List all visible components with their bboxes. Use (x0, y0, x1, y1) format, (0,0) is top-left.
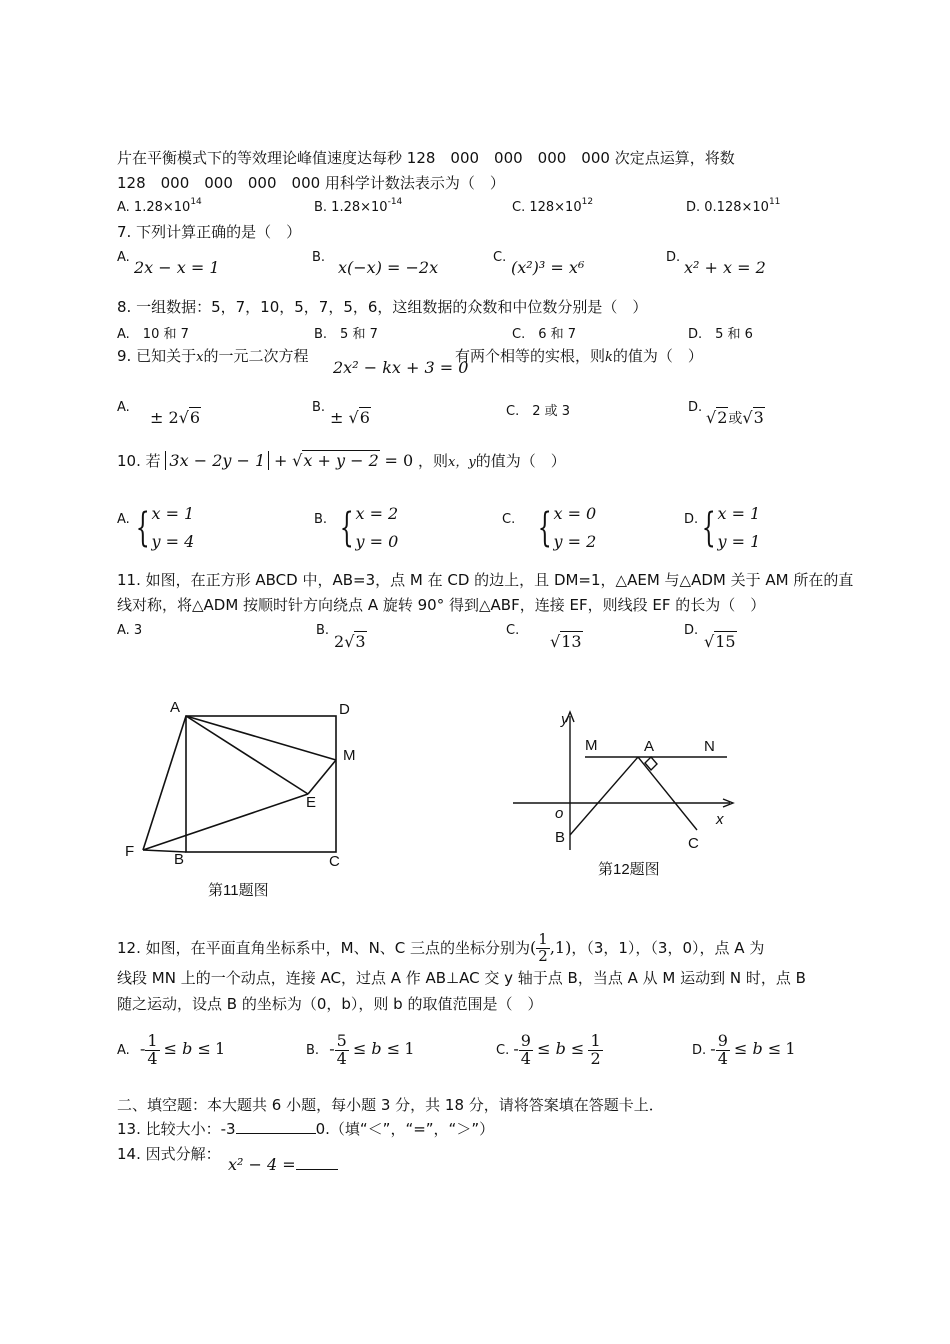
q11-option-d: √15 (704, 632, 736, 651)
fig11-label-a: A (170, 699, 181, 716)
fig12-label-c: C (688, 835, 699, 852)
q8-option-d: D. 5 和 6 (688, 327, 753, 342)
q10-option-a-label: A. (117, 512, 130, 527)
q10-stem: 10. 若 3x − 2y − 1 + √x + y − 2 = 0 ，则x，y的值为（ ） (117, 451, 566, 470)
segment-ac (638, 757, 697, 830)
segment-fe (143, 794, 308, 850)
fig12-label-n: N (704, 738, 715, 755)
q10-option-a: { x = 1 y = 4 (135, 504, 195, 551)
q7-option-b-label: B. (312, 250, 326, 265)
fig12-label-a: A (644, 738, 655, 755)
q11-option-a: A. 3 (117, 623, 143, 638)
q13-answer-blank[interactable] (236, 1119, 316, 1134)
q10-option-d-label: D. (684, 512, 699, 527)
q12-option-d: D. - $\frac{9}{4}$ ≤ b ≤ 1 (692, 1031, 796, 1068)
section2-heading: 二、填空题：本大题共 6 小题，每小题 3 分，共 18 分，请将答案填在答题卡上． (117, 1096, 664, 1114)
segment-em (308, 760, 336, 794)
q7-option-d: x² + x = 2 (684, 258, 766, 277)
q12-line2: 线段 MN 上的一个动点，连接 AC，过点 A 作 AB⊥AC 交 y 轴于点 B，当点 A 从 M 运动到 N 时，点 B (117, 969, 806, 987)
fig12-caption: 第12题图 (598, 861, 660, 878)
q6-option-d: D. $0.128\times 10^{11}$ (686, 197, 781, 215)
q10-option-b-label: B. (314, 512, 328, 527)
fig11-label-m: M (343, 747, 356, 764)
square-abcd (186, 716, 336, 852)
q9-stem-tail: 有两个相等的实根，则k的值为（ ） (455, 347, 703, 365)
fig11-label-d: D (339, 701, 350, 718)
q7-stem: 7. 下列计算正确的是（ ） (117, 223, 302, 241)
q9-equation: 2x² − kx + 3 = 0 (333, 358, 469, 377)
q10-option-d: { x = 1 y = 1 (701, 504, 761, 551)
q9-option-b: ± √6 (330, 408, 370, 427)
segment-ab (570, 757, 638, 835)
q7-option-d-label: D. (666, 250, 681, 265)
q9-option-a: ± 2√6 (150, 408, 201, 427)
q7-option-c: (x²)³ = x⁶ (511, 258, 585, 277)
q7-option-a-label: A. (117, 250, 130, 265)
q12-option-b: B. - $\frac{5}{4}$ ≤ b ≤ 1 (306, 1031, 415, 1068)
q9-stem: 9. 已知关于x的一元二次方程 (117, 347, 309, 365)
q14-label: 14. 因式分解： (117, 1145, 221, 1163)
q8-stem: 8. 一组数据：5，7，10，5，7，5，6，这组数据的众数和中位数分别是（ ） (117, 298, 648, 316)
q12-line1: 12. 如图，在平面直角坐标系中，M、N、C 三点的坐标分别为( $\frac{1}{2}$ ,1)，（3，1），（3，0），点 A 为 (117, 930, 765, 965)
fig11-label-f: F (125, 843, 135, 860)
q6-option-c: C. $128\times 10^{12}$ (512, 197, 594, 215)
q8-option-a: A. 10 和 7 (117, 327, 189, 342)
q7-option-a: 2x − x = 1 (134, 258, 220, 277)
figure-11 (110, 690, 390, 910)
q13: 13. 比较大小：-3 0.（填“＜”，“=”，“＞”） (117, 1120, 495, 1138)
q11-option-b-label: B. (316, 623, 330, 638)
segment-am (186, 716, 336, 760)
q6-option-b: B. $1.28\times 10^{-14}$ (314, 197, 403, 215)
q9-option-c: C. 2 或 3 (506, 404, 571, 419)
q9-option-a-label: A. (117, 400, 130, 415)
q12-option-a: A. - $\frac{1}{4}$ ≤ b ≤ 1 (117, 1031, 226, 1068)
q10-option-c-label: C. (502, 512, 516, 527)
fig11-label-b: B (174, 851, 185, 868)
q6-option-a: A. $1.28\times 10^{14}$ (117, 197, 202, 215)
fig12-axis-x: x (716, 811, 724, 828)
q11-line2: 线对称，将△ADM 按顺时针方向绕点 A 旋转 90° 得到△ABF，连接 EF，则线段 EF 的长为（ ） (117, 596, 766, 614)
q11-option-c-label: C. (506, 623, 520, 638)
q14: x² − 4 = (228, 1155, 338, 1174)
q7-option-b: x(−x) = −2x (338, 258, 439, 277)
q11-option-c: √13 (550, 632, 582, 651)
figure-12 (505, 700, 745, 890)
q8-option-c: C. 6 和 7 (512, 327, 577, 342)
q9-option-b-label: B. (312, 400, 326, 415)
q14-answer-blank[interactable] (296, 1155, 338, 1170)
q9-option-d-label: D. (688, 400, 703, 415)
q12-option-c: C. - $\frac{9}{4}$ ≤ b ≤ $\frac{1}{2}$ (496, 1031, 601, 1068)
fig12-origin: o (555, 805, 564, 822)
q9-option-d: √2或√3 (706, 408, 764, 427)
q11-line1: 11. 如图，在正方形 ABCD 中，AB=3，点 M 在 CD 的边上，且 DM=1，△AEM 与△ADM 关于 AM 所在的直 (117, 571, 854, 589)
fig11-label-e: E (306, 794, 317, 811)
q6-line2: 128 000 000 000 000 用科学计数法表示为（ ） (117, 174, 505, 192)
q8-option-b: B. 5 和 7 (314, 327, 378, 342)
segment-af (143, 716, 186, 850)
fig12-label-m: M (585, 737, 598, 754)
q6-line1: 片在平衡模式下的等效理论峰值速度达每秒 128 000 000 000 000 次定点运算，将数 (117, 149, 735, 167)
segment-ae (186, 716, 308, 794)
fig12-label-b: B (555, 829, 566, 846)
fig11-label-c: C (329, 853, 340, 870)
q10-option-c: { x = 0 y = 2 (537, 504, 597, 551)
q12-line3: 随之运动，设点 B 的坐标为（0，b），则 b 的取值范围是（ ） (117, 995, 543, 1013)
q11-option-d-label: D. (684, 623, 699, 638)
q10-option-b: { x = 2 y = 0 (339, 504, 399, 551)
q11-option-b: 2√3 (334, 632, 366, 651)
q7-option-c-label: C. (493, 250, 507, 265)
fig12-axis-y: y (561, 711, 569, 728)
fig11-caption: 第11题图 (208, 882, 269, 899)
